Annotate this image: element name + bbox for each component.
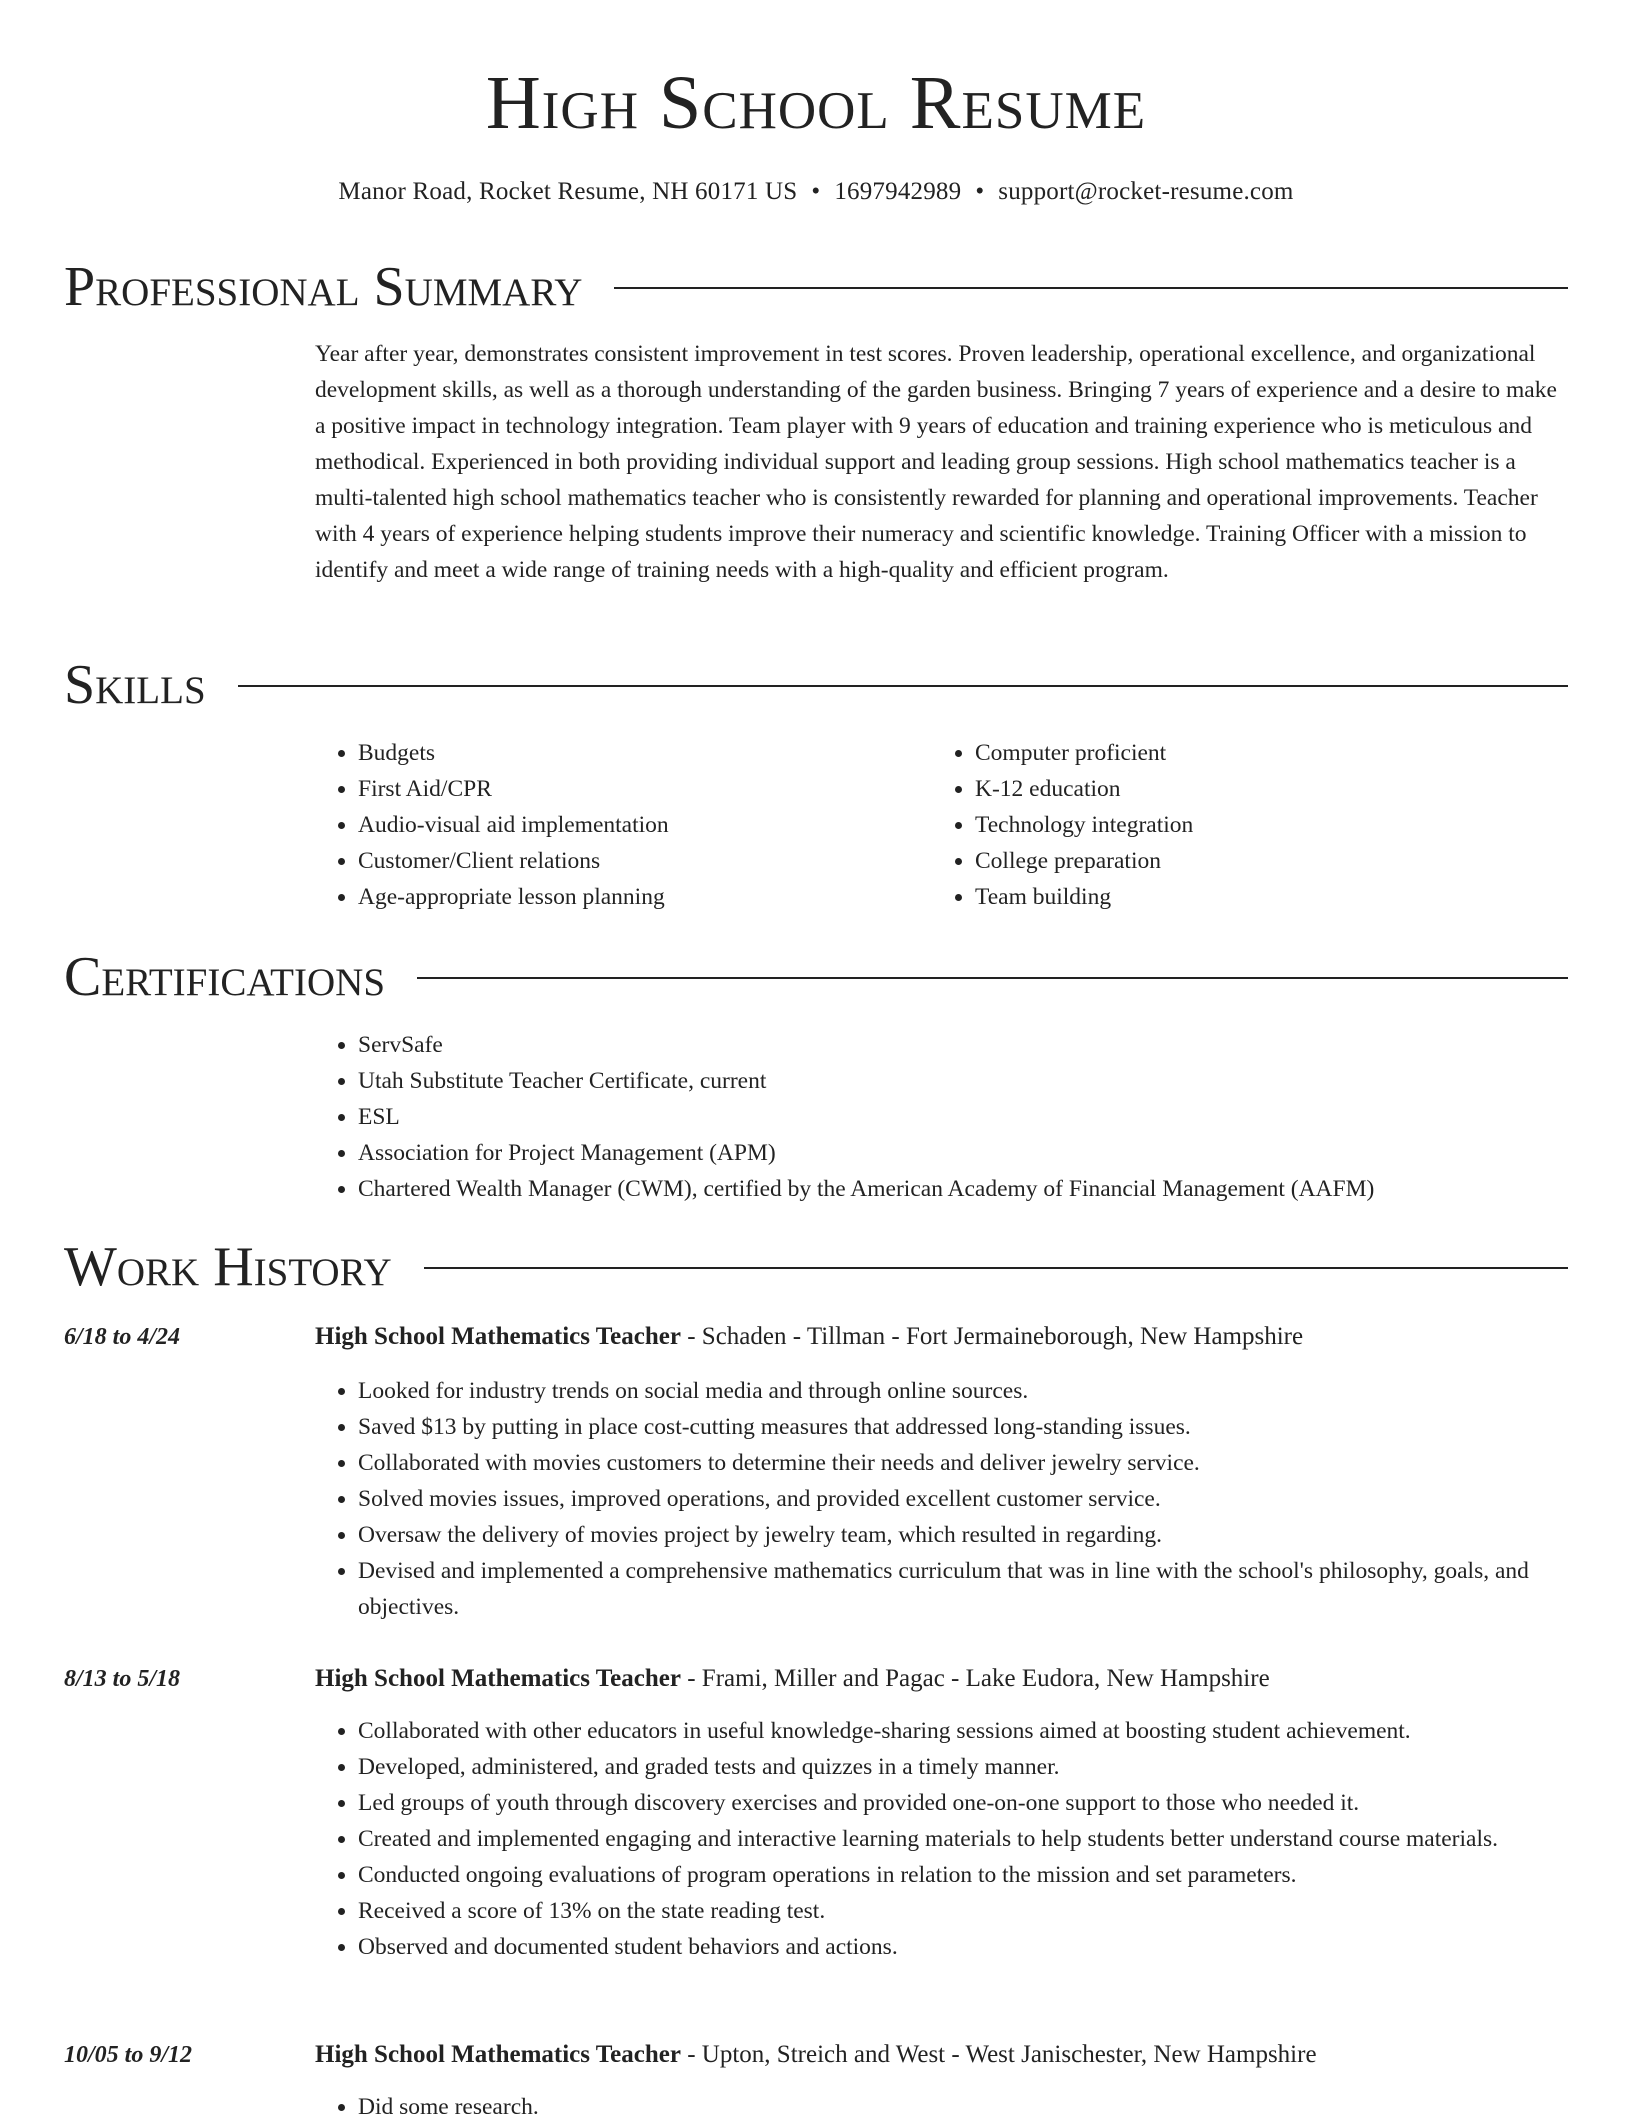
contact-separator: • (975, 178, 985, 205)
job-heading (315, 2037, 1570, 2073)
page-title: High School Resume (485, 61, 1147, 145)
skill-item: • Budgets (358, 735, 938, 771)
section-header-summary (64, 252, 1568, 322)
job-employer: - Upton, Streich and West - West Janischester, New Hampshire (680, 2041, 1317, 2068)
job-duty: • Developed, administered, and graded tests and quizzes in a timely manner. (358, 1749, 1618, 1785)
skill-item: • Audio-visual aid implementation (358, 807, 938, 843)
job-duties-list (314, 2089, 1618, 2125)
job-heading (315, 1661, 1570, 1697)
job-title: High School Mathematics Teacher (315, 1323, 681, 1350)
section-title: Skills (64, 650, 238, 720)
job-duties-list (314, 1713, 1618, 1965)
job-duty: • Conducted ongoing evaluations of program operations in relation to the mission and set parameters. (358, 1857, 1618, 1893)
job-duty: • Observed and documented student behaviors and actions. (358, 1929, 1618, 1965)
contact-email: support@rocket-resume.com (998, 178, 1294, 205)
job-employer: - Schaden - Tillman - Fort Jermaineborough, New Hampshire (680, 1323, 1304, 1350)
section-header-work-history (64, 1232, 1568, 1302)
skill-item: • Computer proficient (975, 735, 1575, 771)
skills-list-right (931, 735, 1575, 915)
certification-item: • Chartered Wealth Manager (CWM), certified by the American Academy of Financial Management (AAFM) (358, 1171, 1618, 1207)
section-title: Professional Summary (64, 252, 614, 322)
certification-item: • ServSafe (358, 1027, 1618, 1063)
job-title: High School Mathematics Teacher (315, 2041, 681, 2068)
job-heading (315, 1319, 1570, 1355)
section-divider (64, 685, 1568, 687)
skill-item: • Customer/Client relations (358, 843, 938, 879)
certification-item: • Association for Project Management (APM) (358, 1135, 1618, 1171)
skills-list-left (314, 735, 938, 915)
section-header-certifications (64, 942, 1568, 1012)
skill-item: • K-12 education (975, 771, 1575, 807)
certification-item: • ESL (358, 1099, 1618, 1135)
job-duty: • Devised and implemented a comprehensive mathematics curriculum that was in line with the school's philosophy, goals, and objectives. (358, 1553, 1618, 1625)
job-dates: 8/13 to 5/18 (64, 1666, 181, 1692)
job-duty: • Collaborated with movies customers to determine their needs and deliver jewelry service. (358, 1445, 1618, 1481)
job-dates: 6/18 to 4/24 (64, 1324, 181, 1350)
job-dates: 10/05 to 9/12 (64, 2042, 193, 2068)
contact-line (0, 174, 1632, 210)
job-duty: • Received a score of 13% on the state reading test. (358, 1893, 1618, 1929)
contact-phone: 1697942989 (834, 178, 962, 205)
certifications-list (314, 1027, 1618, 1207)
contact-separator: • (811, 178, 821, 205)
job-title: High School Mathematics Teacher (315, 1665, 681, 1692)
job-duty: • Saved $13 by putting in place cost-cutting measures that addressed long-standing issues. (358, 1409, 1618, 1445)
skill-item: • Technology integration (975, 807, 1575, 843)
job-duty: • Collaborated with other educators in useful knowledge-sharing sessions aimed at boosting student achievement. (358, 1713, 1618, 1749)
job-duty: • Looked for industry trends on social media and through online sources. (358, 1373, 1618, 1409)
job-duty: • Created and implemented engaging and interactive learning materials to help students better understand course materials. (358, 1821, 1618, 1857)
job-duty: • Oversaw the delivery of movies project by jewelry team, which resulted in regarding. (358, 1517, 1618, 1553)
skill-item: • College preparation (975, 843, 1575, 879)
skill-item: • Team building (975, 879, 1575, 915)
job-duties-list (314, 1373, 1618, 1625)
certification-item: • Utah Substitute Teacher Certificate, current (358, 1063, 1618, 1099)
job-duty: • Did some research. (358, 2089, 1618, 2125)
skill-item: • First Aid/CPR (358, 771, 938, 807)
summary-text: Year after year, demonstrates consistent improvement in test scores. Proven leadership, operational excellence, and organizational development skills, as well as a thorough understanding of the garden business. Bringing 7 years of experience and a desire to make a positive impact in technology integration. Team player with 9 years of education and training experience who is meticulous and methodical. Experienced in both providing individual support and leading group sessions. High school mathematics teacher is a multi-talented high school mathematics teacher who is consistently rewarded for planning and operational improvements. Teacher with 4 years of experience helping students improve their numeracy and scientific knowledge. Training Officer with a mission to identify and meet a wide range of training needs with a high-quality and efficient program. (315, 341, 1557, 583)
job-duty: • Solved movies issues, improved operations, and provided excellent customer service. (358, 1481, 1618, 1517)
job-duty: • Led groups of youth through discovery exercises and provided one-on-one support to those who needed it. (358, 1785, 1618, 1821)
section-title: Work History (64, 1232, 424, 1302)
section-header-skills (64, 650, 1568, 720)
section-title: Certifications (64, 942, 417, 1012)
skill-item: • Age-appropriate lesson planning (358, 879, 938, 915)
contact-address: Manor Road, Rocket Resume, NH 60171 US (338, 178, 798, 205)
job-employer: - Frami, Miller and Pagac - Lake Eudora, New Hampshire (680, 1665, 1270, 1692)
